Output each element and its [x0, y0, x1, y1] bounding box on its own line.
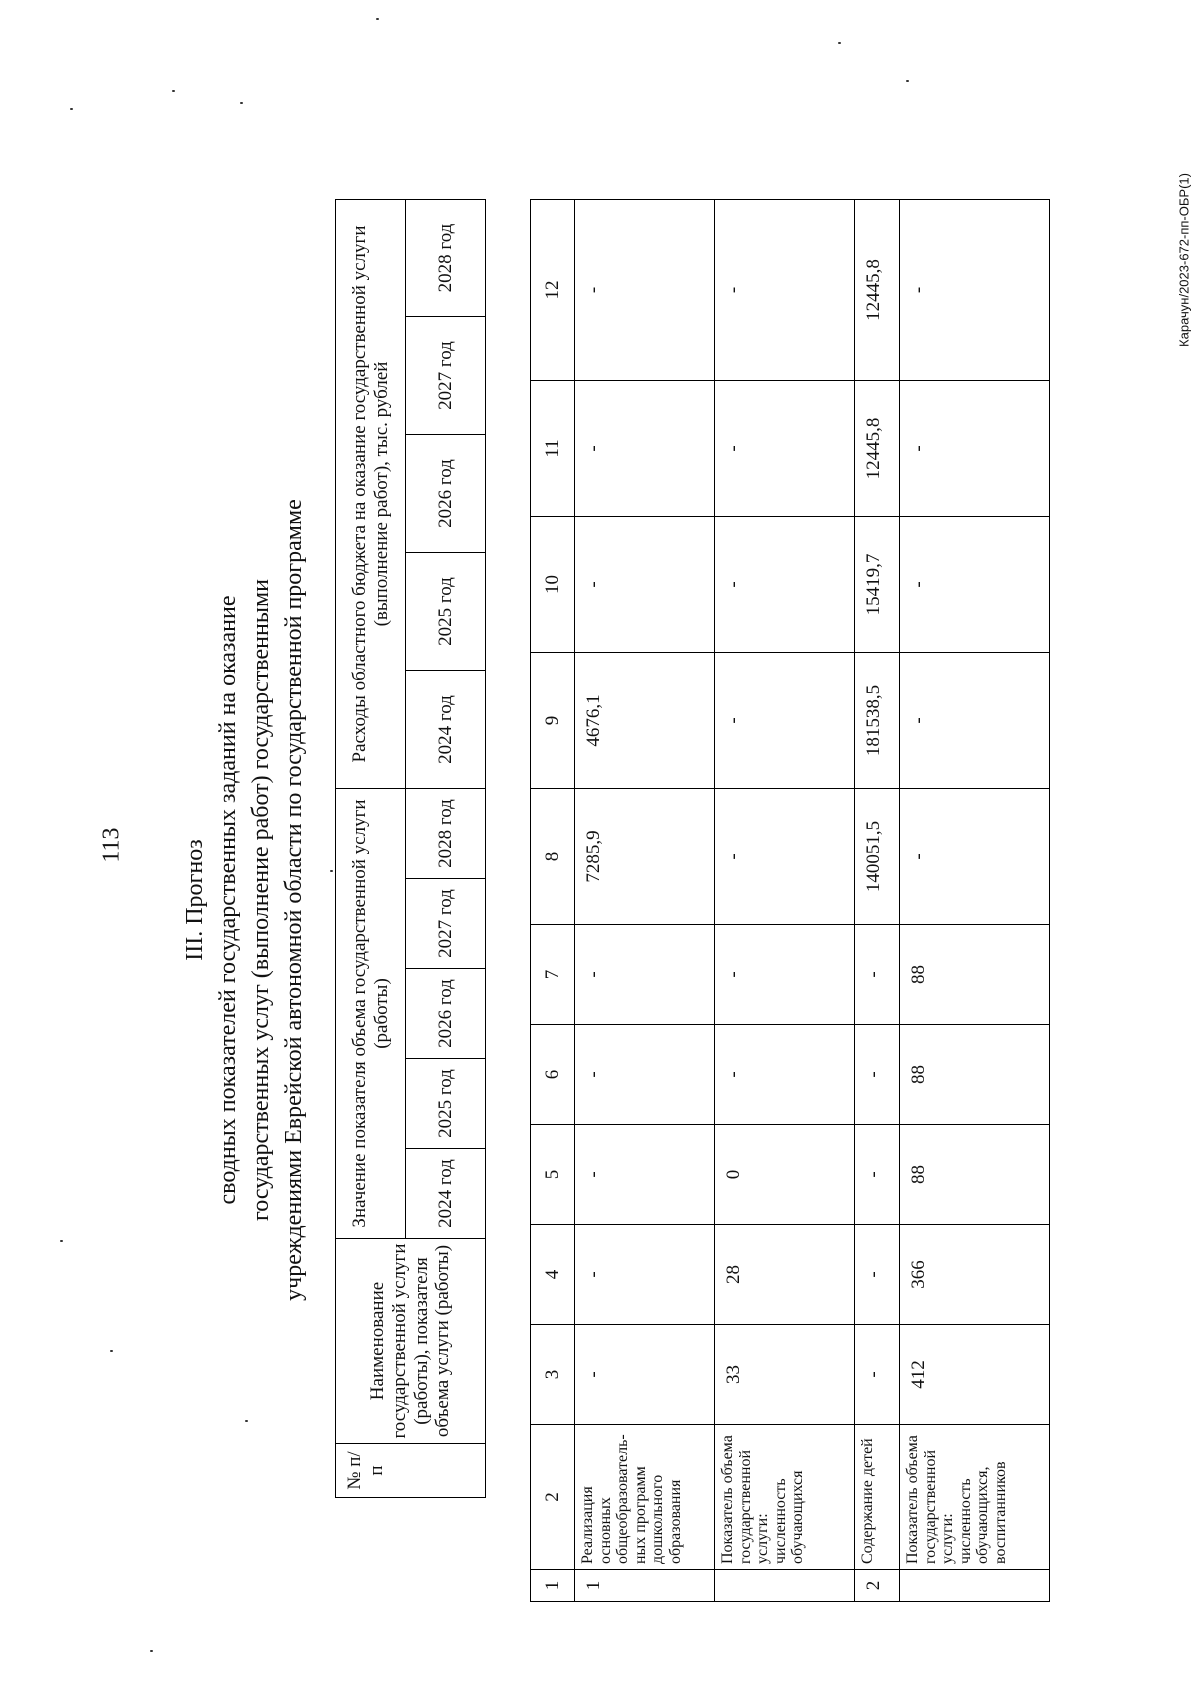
row-number: 2: [855, 1570, 900, 1602]
row-number: [900, 1570, 1050, 1602]
value-cell: -: [715, 200, 855, 381]
value-cell: 0: [715, 1125, 855, 1225]
header-cost-year: 2024 год: [406, 671, 486, 789]
value-cell: 181538,5: [855, 653, 900, 789]
value-cell: 412: [900, 1325, 1050, 1425]
row-service-name: Содержание детей: [855, 1425, 900, 1570]
value-cell: 366: [900, 1225, 1050, 1325]
scan-speck: [70, 108, 73, 110]
column-number: 11: [531, 381, 575, 517]
value-cell: 88: [900, 1025, 1050, 1125]
scan-speck: [330, 870, 333, 872]
scan-speck: [110, 1350, 113, 1352]
value-cell: 15419,7: [855, 517, 900, 653]
header-service-name: Наименование государственной услуги (работы), показателя объема услуги (работы): [336, 1239, 486, 1444]
value-cell: -: [715, 1025, 855, 1125]
value-cell: -: [900, 653, 1050, 789]
column-number: 3: [531, 1325, 575, 1425]
row-service-name: Показатель объема государственной услуги: численность обучающихся: [715, 1425, 855, 1570]
value-cell: 88: [900, 925, 1050, 1025]
header-cost-year: 2025 год: [406, 553, 486, 671]
header-volume-year: 2024 год: [406, 1149, 486, 1239]
header-cost-year: 2026 год: [406, 435, 486, 553]
value-cell: -: [900, 200, 1050, 381]
header-volume-year: 2026 год: [406, 969, 486, 1059]
column-number: 1: [531, 1570, 575, 1602]
column-number: 4: [531, 1225, 575, 1325]
table-row: [855, 200, 900, 1602]
table-body: [530, 199, 1050, 1602]
value-cell: -: [715, 381, 855, 517]
scan-speck: [906, 80, 909, 82]
value-cell: 88: [900, 1125, 1050, 1225]
header-volume-year: 2025 год: [406, 1059, 486, 1149]
scan-speck: [172, 90, 175, 92]
value-cell: 28: [715, 1225, 855, 1325]
value-cell: -: [900, 381, 1050, 517]
header-cost-year: 2027 год: [406, 317, 486, 435]
header-volume-group: Значение показателя объема государственной услуги (работы): [336, 789, 406, 1239]
page-number: 113: [98, 827, 125, 863]
value-cell: -: [900, 789, 1050, 925]
value-cell: 140051,5: [855, 789, 900, 925]
value-cell: 12445,8: [855, 381, 900, 517]
column-number: 8: [531, 789, 575, 925]
value-cell: -: [715, 517, 855, 653]
column-number: 6: [531, 1025, 575, 1125]
header-volume-year: 2027 год: [406, 879, 486, 969]
document-code: Карачун/2023-672-пп-ОБР(1): [1176, 173, 1192, 347]
row-service-name: Показатель объема государственной услуги: численность обучающихся, воспитанников: [900, 1425, 1050, 1570]
value-cell: -: [855, 1025, 900, 1125]
title-line-2: сводных показателей государственных заданий на оказание: [215, 595, 241, 1205]
value-cell: -: [715, 653, 855, 789]
value-cell: -: [575, 381, 715, 517]
value-cell: -: [855, 1125, 900, 1225]
column-number: 2: [531, 1425, 575, 1570]
row-number: 1: [575, 1570, 715, 1602]
scan-speck: [150, 1650, 153, 1652]
value-cell: -: [855, 1225, 900, 1325]
title-heading: III. Прогноз: [182, 839, 208, 961]
row-service-name: Реализация основных общеобразователь-ных программ дошкольного образования: [575, 1425, 715, 1570]
scan-speck: [60, 1240, 63, 1242]
value-cell: -: [575, 925, 715, 1025]
column-numbers-row: [531, 200, 575, 1602]
row-number: [715, 1570, 855, 1602]
value-cell: -: [715, 789, 855, 925]
document-title: [179, 400, 311, 1400]
title-line-3: государственных услуг (выполнение работ) государственными: [248, 579, 274, 1221]
table-row: [715, 200, 855, 1602]
column-number: 5: [531, 1125, 575, 1225]
value-cell: -: [575, 200, 715, 381]
table-row: [900, 200, 1050, 1602]
scan-speck: [245, 1420, 248, 1422]
value-cell: -: [575, 1125, 715, 1225]
scan-speck: [376, 18, 379, 20]
value-cell: -: [715, 925, 855, 1025]
value-cell: -: [575, 1225, 715, 1325]
value-cell: -: [900, 517, 1050, 653]
value-cell: 33: [715, 1325, 855, 1425]
value-cell: -: [575, 517, 715, 653]
value-cell: 12445,8: [855, 200, 900, 381]
header-cost-year: 2028 год: [406, 200, 486, 317]
table-row: [575, 200, 715, 1602]
column-number: 9: [531, 653, 575, 789]
scan-speck: [838, 42, 841, 44]
value-cell: 4676,1: [575, 653, 715, 789]
column-number: 12: [531, 200, 575, 381]
value-cell: -: [575, 1025, 715, 1125]
value-cell: -: [855, 925, 900, 1025]
value-cell: -: [855, 1325, 900, 1425]
header-costs-group: Расходы областного бюджета на оказание государственной услуги (выполнение работ), тыс. рублей: [336, 200, 406, 789]
title-line-4: учреждениями Еврейской автономной области по государственной программе: [281, 499, 307, 1301]
column-number: 7: [531, 925, 575, 1025]
column-number: 10: [531, 517, 575, 653]
header-number: № п/п: [336, 1444, 486, 1498]
table-header: [335, 199, 486, 1498]
value-cell: -: [575, 1325, 715, 1425]
scan-speck: [240, 102, 243, 104]
value-cell: 7285,9: [575, 789, 715, 925]
header-volume-year: 2028 год: [406, 789, 486, 879]
